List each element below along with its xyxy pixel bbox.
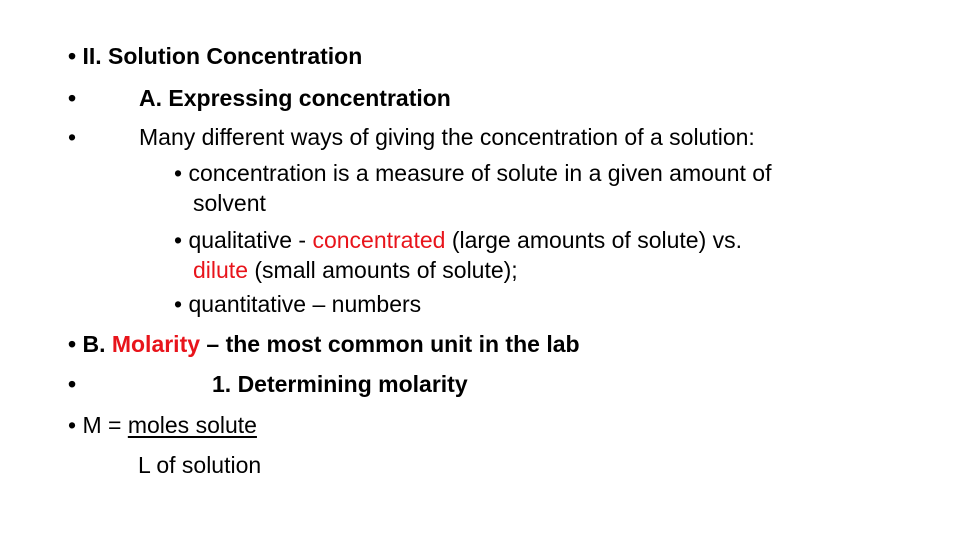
- bullet: •: [68, 412, 77, 438]
- concentrated-term: concentrated: [312, 227, 446, 253]
- dilute-line: dilute (small amounts of solute);: [193, 257, 518, 283]
- heading-solution-concentration: • II. Solution Concentration: [68, 43, 363, 69]
- bullet: •: [174, 160, 183, 186]
- bullet-determining: [68, 370, 76, 398]
- bullet: •: [68, 43, 77, 69]
- molarity-heading: • B. Molarity – the most common unit in the lab: [68, 331, 580, 357]
- expressing-concentration-text: A. Expressing concentration: [139, 85, 451, 111]
- bullet-many-ways: [68, 123, 76, 151]
- determining-molarity-text: 1. Determining molarity: [212, 371, 468, 397]
- bullet: •: [174, 291, 183, 317]
- molarity-formula-numerator: • M = moles solute: [68, 412, 257, 438]
- bullet: •: [68, 331, 77, 357]
- moles-solute: moles solute: [127, 412, 257, 438]
- subheading-expressing-concentration: [68, 84, 76, 112]
- molarity-term: Molarity: [111, 331, 201, 357]
- bullet: •: [68, 124, 77, 150]
- bullet: •: [174, 227, 183, 253]
- quantitative-line: • quantitative – numbers: [174, 291, 422, 317]
- qualitative-line: • qualitative - concentrated (large amounts of solute) vs.: [174, 227, 743, 253]
- solvent-line: solvent: [193, 190, 266, 216]
- dilute-term: dilute: [193, 257, 248, 283]
- many-ways-text: Many different ways of giving the concentration of a solution:: [139, 124, 755, 150]
- concentration-measure-line: • concentration is a measure of solute in a given amount of: [174, 160, 772, 186]
- molarity-formula-denominator: L of solution: [138, 452, 262, 478]
- bullet: •: [68, 85, 77, 111]
- bullet: •: [68, 371, 77, 397]
